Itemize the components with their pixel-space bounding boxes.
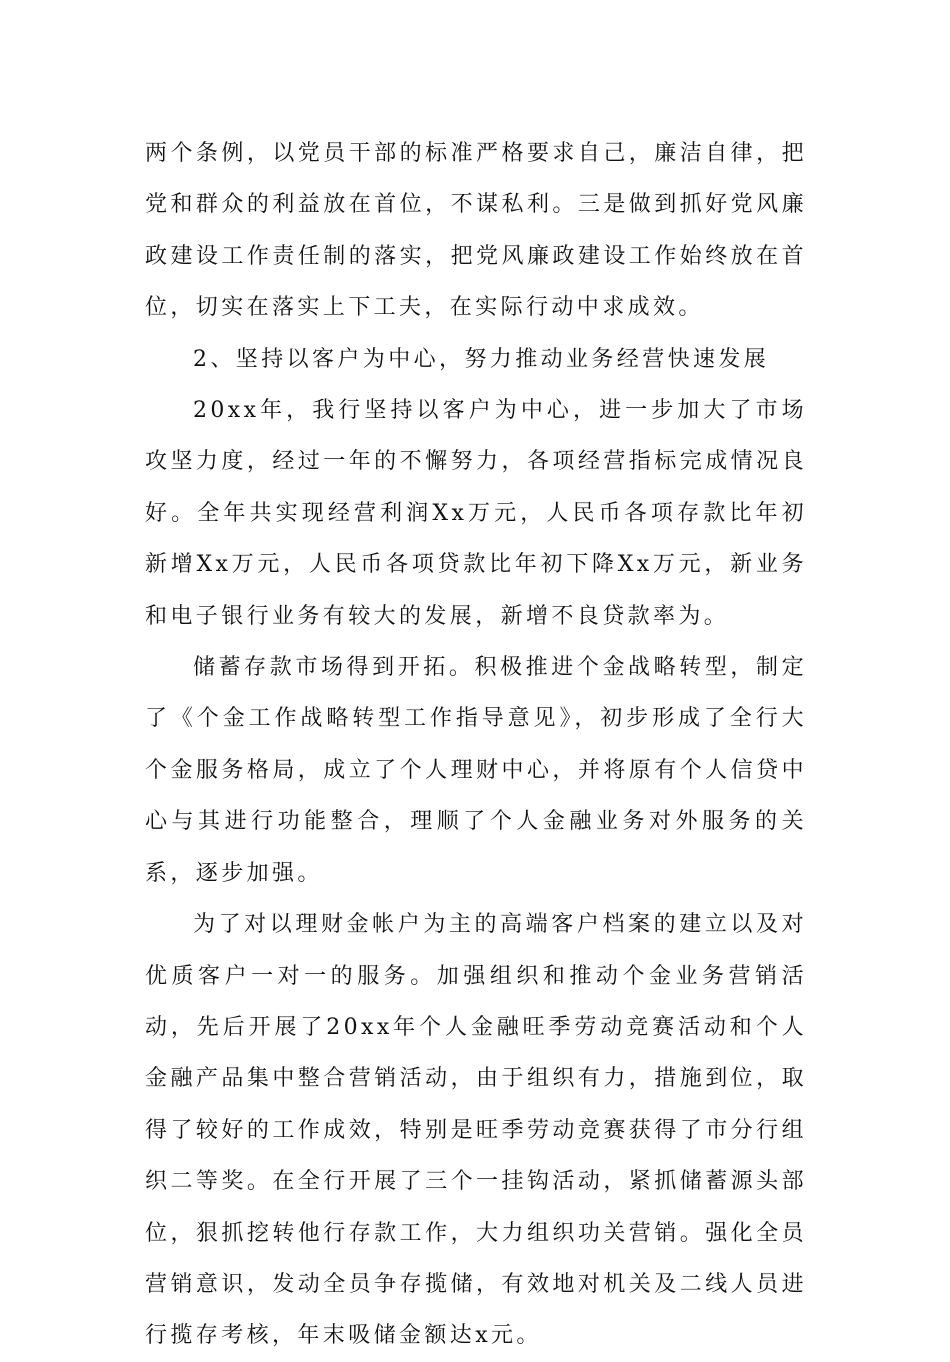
paragraph-savings-market: 储蓄存款市场得到开拓。积极推进个金战略转型，制定了《个金工作战略转型工作指导意见》，初步形成了全行大个金服务格局，成立了个人理财中心，并将原有个人信贷中心与其进行功能整合，理顺了个人金融业务对外服务的关系，逐步加强。	[145, 655, 807, 886]
section-heading: 2、坚持以客户为中心，努力推动业务经营快速发展	[193, 346, 770, 372]
paragraph-performance-summary: 20xx年，我行坚持以客户为中心，进一步加大了市场攻坚力度，经过一年的不懈努力，各项经营指标完成情况良好。全年共实现经营利润Xx万元，人民币各项存款比年初新增Xx万元，人民币各项贷款比年初下降Xx万元，新业务和电子银行业务有较大的发展，新增不良贷款率为。	[145, 398, 807, 629]
document-body	[145, 128, 807, 1362]
paragraph-customer-service: 为了对以理财金帐户为主的高端客户档案的建立以及对优质客户一对一的服务。加强组织和推动个金业务营销活动，先后开展了20xx年个人金融旺季劳动竞赛活动和个人金融产品集中整合营销活动，由于组织有力，措施到位，取得了较好的工作成效，特别是旺季劳动竞赛获得了市分行组织二等奖。在全行开展了三个一挂钩活动，紧抓储蓄源头部位，狠抓挖转他行存款工作，大力组织功关营销。强化全员营销意识，发动全员争存揽储，有效地对机关及二线人员进行揽存考核，年末吸储金额达x元。	[145, 912, 807, 1349]
paragraph-continuation: 两个条例，以党员干部的标准严格要求自己，廉洁自律，把党和群众的利益放在首位，不谋私利。三是做到抓好党风廉政建设工作责任制的落实，把党风廉政建设工作始终放在首位，切实在落实上下工夫，在实际行动中求成效。	[145, 141, 807, 321]
